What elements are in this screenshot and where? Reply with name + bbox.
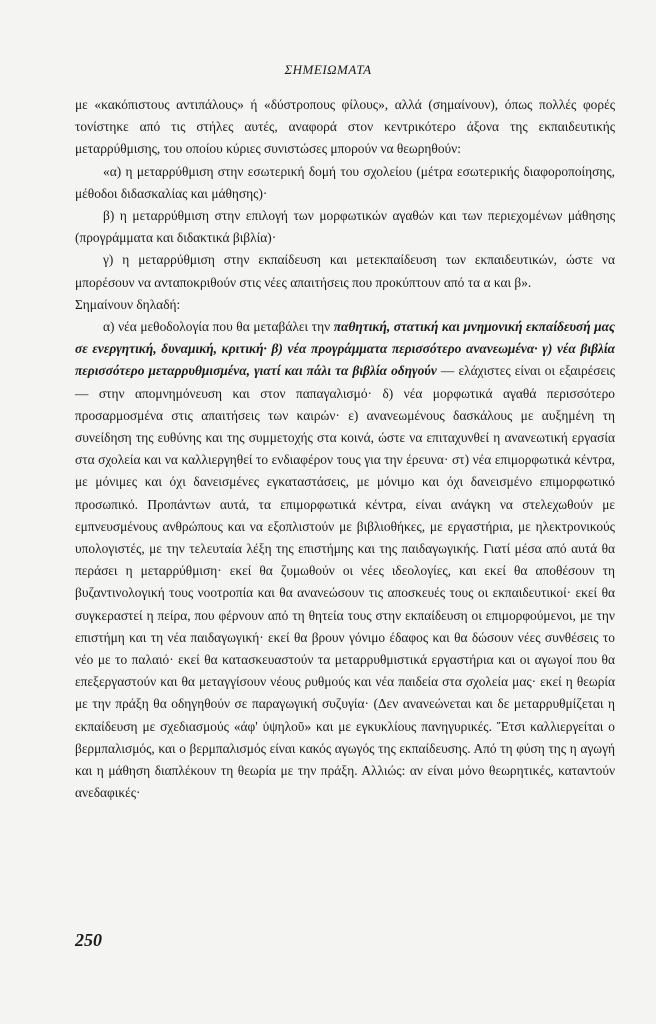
text-run: α) νέα μεθοδολογία που θα μεταβάλει την [103, 319, 334, 335]
body-text [75, 94, 615, 805]
list-item-c: γ) η μεταρρύθμιση στην εκπαίδευση και μετεκπαίδευση των εκπαιδευτικών, ώστε να μπορέσουν να ανταποκριθούν στις νέες απαιτήσεις που προκύπτουν από τα α και β». [75, 252, 615, 290]
list-item-b: β) η μεταρρύθμιση στην επιλογή των μορφωτικών αγαθών και των περιεχομένων μάθησης (προγράμματα και διδακτικά βιβλία)· [75, 208, 615, 246]
text-run: — ελάχιστες είναι οι εξαιρέσεις — στην απομνημόνευση και στον παπαγαλισμό· δ) νέα μορφωτικά αγαθά περισσότερο προσαρμοσμένα στις απαιτήσεις των καιρών· ε) ανανεωμένους δασκάλους με αυξημένη τη συνείδηση της ευθύνης και της συμμετοχής στα κοινά, ώστε να επιταχυνθεί η ανανεωτική εργασία στα σχολεία και να καλλιεργηθεί το ενδιαφέρον τους για την έρευνα· στ) νέα επιμορφωτικά κέντρα, με μόνιμες και όχι δανεισμένες εγκαταστάσεις, με μόνιμο και όχι δανεισμένο επιμορφωτικό προσωπικό. Πρoπάντων αυτά, τα επιμορφωτικά κέντρα, είναι ανάγκη να στελεχωθούν με εμπνευσμένους ανθρώπους και να εξοπλιστούν με βιβλιοθήκες, με εργαστήρια, με ηλεκτρονικούς υπολογιστές, με την τελευταία λέξη της επιστήμης και της παιδαγωγικής. Γιατί μέσα από αυτά θα περάσει η μεταρρύθμιση· εκεί θα ζυμωθούν οι νέες ιδεολογίες, και εκεί θα αποθέσουν τη βυζαντινολογική τους νοοτροπία και θα ανανεώσουν τις αποσκευές τους οι εκπαιδευτικοί· εκεί θα συγκεραστεί η πείρα, που φέρνουν από τη θητεία τους στην εκπαίδευση οι επιμορφούμενοι, με την επιστήμη και τη νέα παιδαγωγική· εκεί θα βρουν γόνιμο έδαφος και θα δώσουν νέες συνθέσεις το νέο με το παλαιό· εκεί θα κατασκευαστούν τα μεταρρυθμιστικά εργαστήρια και οι αγωγοί που θα επεξεργαστούν και θα μεταγγίσουν νέους ρυθμούς και νέα παιδεία στα σχολεία μας· εκεί η θεωρία με την πράξη θα οδηγηθούν σε παραγωγική συζυγία· (Δεν ανανεώνεται και δε μεταρρυθμίζεται η εκπαίδευση με σχεδιασμούς «άφ' ὑψηλοῦ» και με εγκυκλίους πανηγυρικές. Ἔτσι καλλιεργείται ο βερμπαλισμός, και ο βερμπαλισμός είναι κακός αγωγός της εκπαίδευσης. Από τη φύση της η αγωγή και η μάθηση διαπλέκουν τη θεωρία με την πράξη. Αλλιώς: αν είναι μόνο θεωρητικές, καταντούν ανεδαφικές· [75, 363, 616, 801]
running-header: ΣΗΜΕΙΩΜΑΤΑ [284, 62, 372, 77]
emphasis-text: παθητική, στατική και μνημονική εκπαίδευσή μας σε ενεργητική, δυναμική, κριτική· β) νέα προγράμματα περισσότερο ανανεωμένα· γ) νέα βιβλία περισσότερο μεταρρυθμισμένα, γιατί και πάλι τα βιβλία οδηγούν [75, 319, 615, 379]
paragraph-main [75, 316, 615, 804]
paragraph: Σημαίνουν δηλαδή: [75, 296, 181, 312]
list-item-a: «α) η μεταρρύθμιση στην εσωτερική δομή του σχολείου (μέτρα εσωτερικής διαφοροποίησης, μέθοδοι διδασκαλίας και μάθησης)· [75, 163, 615, 201]
page-number: 250 [75, 930, 102, 950]
paragraph: με «κακόπιστους αντιπάλους» ή «δύστροπους φίλους», αλλά (σημαίνουν), όπως πολλές φορές τονίστηκε από τις στήλες αυτές, αναφορά στον κεντρικότερο άξονα της εκπαιδευτικής μεταρρύθμισης, του οποίου κύριες συνιστώσες μπορούν να θεωρηθούν: [75, 97, 615, 157]
